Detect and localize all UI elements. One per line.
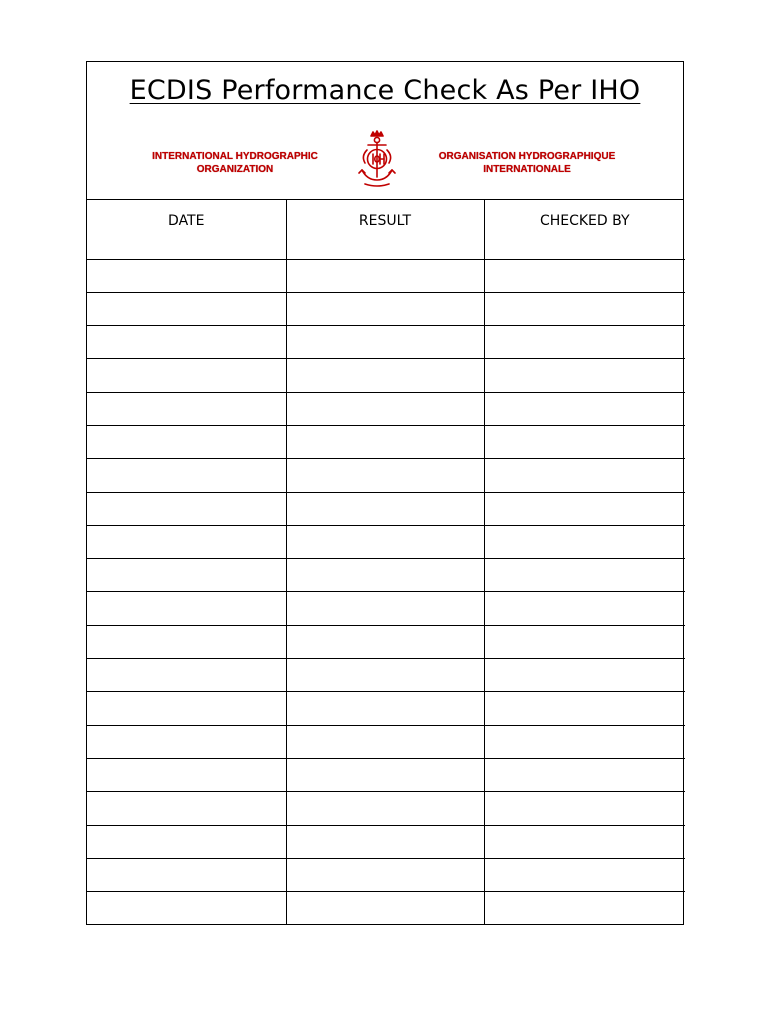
date-cell[interactable] [87, 858, 286, 891]
date-cell[interactable] [87, 559, 286, 592]
table-row [87, 758, 685, 791]
result-cell[interactable] [286, 292, 484, 325]
date-cell[interactable] [87, 326, 286, 359]
result-cell[interactable] [286, 758, 484, 791]
table-row [87, 392, 685, 425]
checked-by-cell[interactable] [484, 359, 685, 392]
checked-by-cell[interactable] [484, 392, 685, 425]
table-row [87, 525, 685, 558]
table-row [87, 492, 685, 525]
date-cell[interactable] [87, 459, 286, 492]
result-cell[interactable] [286, 425, 484, 458]
result-cell[interactable] [286, 326, 484, 359]
checked-by-cell[interactable] [484, 259, 685, 292]
table-row [87, 326, 685, 359]
date-cell[interactable] [87, 359, 286, 392]
date-cell[interactable] [87, 725, 286, 758]
table-row [87, 292, 685, 325]
date-cell[interactable] [87, 659, 286, 692]
org-name-english-line1: INTERNATIONAL HYDROGRAPHIC [152, 151, 318, 162]
table-row [87, 892, 685, 925]
checked-by-cell[interactable] [484, 525, 685, 558]
table-row [87, 659, 685, 692]
checked-by-cell[interactable] [484, 725, 685, 758]
result-cell[interactable] [286, 825, 484, 858]
table-row [87, 725, 685, 758]
page-title: ECDIS Performance Check As Per IHO [129, 75, 641, 106]
table-row [87, 559, 685, 592]
result-cell[interactable] [286, 725, 484, 758]
table-row [87, 259, 685, 292]
date-cell[interactable] [87, 425, 286, 458]
table-row [87, 825, 685, 858]
date-cell[interactable] [87, 292, 286, 325]
date-cell[interactable] [87, 392, 286, 425]
checked-by-cell[interactable] [484, 758, 685, 791]
checked-by-cell[interactable] [484, 792, 685, 825]
result-cell[interactable] [286, 625, 484, 658]
checked-by-cell[interactable] [484, 292, 685, 325]
table-row [87, 459, 685, 492]
table-row [87, 792, 685, 825]
checked-by-cell[interactable] [484, 459, 685, 492]
result-cell[interactable] [286, 459, 484, 492]
checked-by-cell[interactable] [484, 592, 685, 625]
iho-anchor-emblem-icon [353, 130, 401, 188]
table-row [87, 692, 685, 725]
org-name-french-line2: INTERNATIONALE [483, 164, 571, 175]
result-cell[interactable] [286, 692, 484, 725]
date-cell[interactable] [87, 259, 286, 292]
date-cell[interactable] [87, 625, 286, 658]
checked-by-cell[interactable] [484, 625, 685, 658]
result-cell[interactable] [286, 792, 484, 825]
org-name-english [135, 150, 335, 176]
column-header-result: RESULT [286, 199, 484, 259]
table-body [87, 259, 685, 925]
table-row [87, 592, 685, 625]
table-row [87, 858, 685, 891]
result-cell[interactable] [286, 525, 484, 558]
date-cell[interactable] [87, 792, 286, 825]
table-row [87, 359, 685, 392]
org-name-french [427, 150, 627, 176]
result-cell[interactable] [286, 259, 484, 292]
checked-by-cell[interactable] [484, 326, 685, 359]
checked-by-cell[interactable] [484, 825, 685, 858]
checked-by-cell[interactable] [484, 692, 685, 725]
performance-check-table [87, 199, 685, 925]
form-sheet [86, 61, 684, 925]
date-cell[interactable] [87, 758, 286, 791]
result-cell[interactable] [286, 592, 484, 625]
checked-by-cell[interactable] [484, 492, 685, 525]
org-name-english-line2: ORGANIZATION [196, 164, 274, 175]
date-cell[interactable] [87, 492, 286, 525]
date-cell[interactable] [87, 592, 286, 625]
checked-by-cell[interactable] [484, 858, 685, 891]
result-cell[interactable] [286, 559, 484, 592]
column-header-date: DATE [87, 199, 286, 259]
result-cell[interactable] [286, 659, 484, 692]
checked-by-cell[interactable] [484, 659, 685, 692]
result-cell[interactable] [286, 492, 484, 525]
org-name-french-line1: ORGANISATION HYDROGRAPHIQUE [438, 151, 616, 162]
table-row [87, 425, 685, 458]
table-row [87, 625, 685, 658]
result-cell[interactable] [286, 359, 484, 392]
date-cell[interactable] [87, 825, 286, 858]
table-header-row [87, 199, 685, 259]
result-cell[interactable] [286, 858, 484, 891]
form-header [87, 62, 683, 200]
checked-by-cell[interactable] [484, 559, 685, 592]
column-header-checked-by: CHECKED BY [484, 199, 685, 259]
result-cell[interactable] [286, 892, 484, 925]
result-cell[interactable] [286, 392, 484, 425]
checked-by-cell[interactable] [484, 892, 685, 925]
date-cell[interactable] [87, 525, 286, 558]
date-cell[interactable] [87, 892, 286, 925]
date-cell[interactable] [87, 692, 286, 725]
checked-by-cell[interactable] [484, 425, 685, 458]
